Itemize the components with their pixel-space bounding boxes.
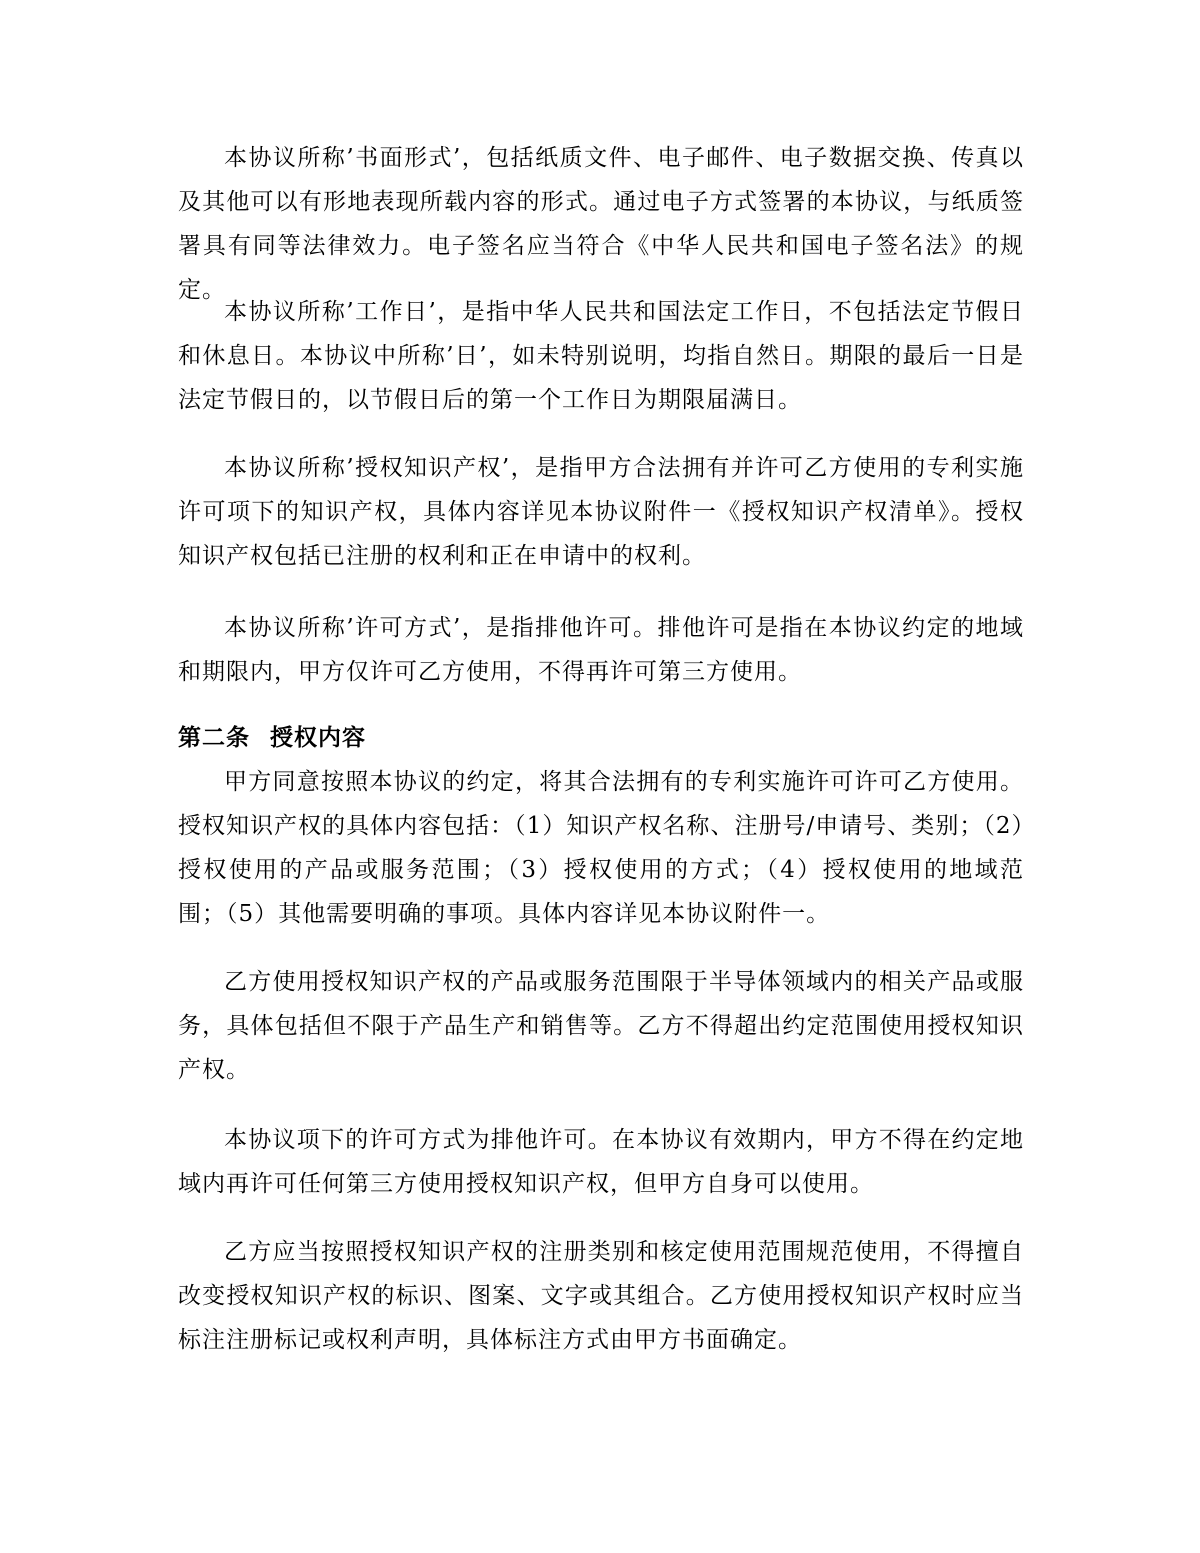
clause-paragraph-license-grant: 甲方同意按照本协议的约定，将其合法拥有的专利实施许可许可乙方使用。授权知识产权的具体内容包括：（1）知识产权名称、注册号/申请号、类别；（2）授权使用的产品或服务范围；（3）授权使用的方式；（4）授权使用的地域范围；（5）其他需要明确的事项。具体内容详见本协议附件一。 xyxy=(178,769,1024,927)
definition-paragraph-written-form: 本协议所称’书面形式’，包括纸质文件、电子邮件、电子数据交换、传真以及其他可以有形地表现所载内容的形式。通过电子方式签署的本协议，与纸质签署具有同等法律效力。电子签名应当符合《中华人民共和国电子签名法》的规定。 xyxy=(178,145,1024,303)
section-number: 第二条 xyxy=(178,725,250,751)
definition-paragraph-license-mode: 本协议所称’许可方式’，是指排他许可。排他许可是指在本协议约定的地域和期限内，甲方仅许可乙方使用，不得再许可第三方使用。 xyxy=(178,615,1024,685)
definition-paragraph-licensed-ip: 本协议所称’授权知识产权’，是指甲方合法拥有并许可乙方使用的专利实施许可项下的知识产权，具体内容详见本协议附件一《授权知识产权清单》。授权知识产权包括已注册的权利和正在申请中的权利。 xyxy=(178,455,1024,569)
clause-paragraph-usage-rules: 乙方应当按照授权知识产权的注册类别和核定使用范围规范使用，不得擅自改变授权知识产权的标识、图案、文字或其组合。乙方使用授权知识产权时应当标注注册标记或权利声明，具体标注方式由甲方书面确定。 xyxy=(178,1239,1024,1353)
clause-paragraph-exclusivity: 本协议项下的许可方式为排他许可。在本协议有效期内，甲方不得在约定地域内再许可任何第三方使用授权知识产权，但甲方自身可以使用。 xyxy=(178,1127,1024,1197)
clause-paragraph-scope: 乙方使用授权知识产权的产品或服务范围限于半导体领域内的相关产品或服务，具体包括但不限于产品生产和销售等。乙方不得超出约定范围使用授权知识产权。 xyxy=(178,969,1024,1083)
definition-paragraph-working-day: 本协议所称’工作日’，是指中华人民共和国法定工作日，不包括法定节假日和休息日。本协议中所称’日’，如未特别说明，均指自然日。期限的最后一日是法定节假日的，以节假日后的第一个工作日为期限届满日。 xyxy=(178,299,1024,413)
section-title: 授权内容 xyxy=(270,725,366,751)
section-heading xyxy=(178,718,1024,758)
